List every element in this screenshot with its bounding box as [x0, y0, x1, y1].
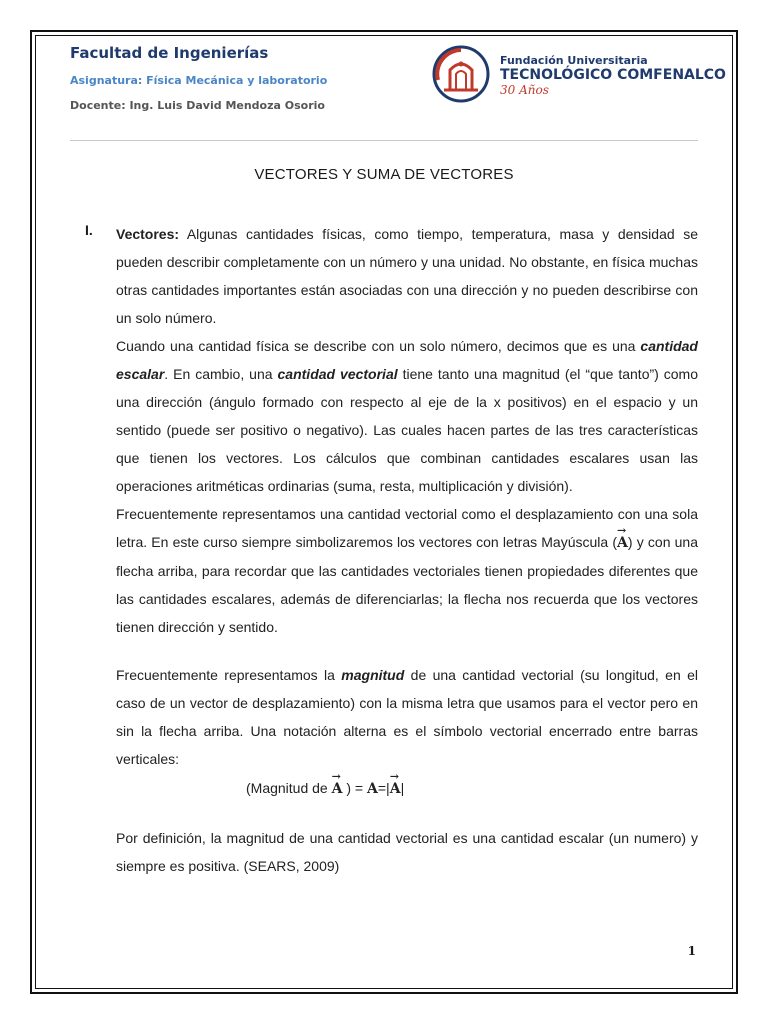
paragraph-4-text-c: de una cantidad vectorial (su longitud, en el caso de un vector de desplazamiento) con la misma letra que usamos para el vector pero en sin la flecha arriba. Una notación alterna es el símbolo vectorial encerrado entre barras verticales: — [116, 667, 698, 767]
logo-text — [500, 44, 726, 97]
term-vector: cantidad vectorial — [277, 366, 398, 382]
logo-emblem-icon — [430, 44, 492, 104]
page-number: 1 — [687, 944, 696, 958]
magnitude-formula — [116, 773, 698, 804]
section-body — [116, 220, 698, 880]
paragraph-2-text-a: Cuando una cantidad física se describe con un solo número, decimos que es una — [116, 338, 641, 354]
section-number: I. — [85, 222, 93, 238]
formula-vector-a-abs: → A — [390, 774, 401, 804]
formula-scalar-a: A — [367, 781, 378, 797]
paragraph-2-text-e: tiene tanto una magnitud (el “que tanto”) como una dirección (ángulo formado con respecto al eje de la x positivos) en el espacio y un sentido (puede ser positivo o negativo). Las cuales hacen partes de las tres características que tienen los vectores. Los cálculos que combinan cantidades escalares usan las operaciones aritméticas ordinarias (suma, resta, multiplicación y división). — [116, 366, 699, 494]
document-header — [70, 44, 327, 112]
paragraph-5: Por definición, la magnitud de una cantidad vectorial es una cantidad escalar (un numero) y siempre es positiva. (SEARS, 2009) — [116, 830, 698, 874]
formula-vector-a: → A — [332, 774, 343, 804]
teacher-name: Docente: Ing. Luis David Mendoza Osorio — [70, 99, 325, 112]
formula-text-a: (Magnitud de — [246, 780, 332, 796]
logo-line-foundation: Fundación Universitaria — [500, 54, 648, 67]
paragraph-1 — [116, 220, 698, 332]
paragraph-4 — [116, 661, 698, 773]
document-title: VECTORES Y SUMA DE VECTORES — [254, 166, 514, 183]
paragraph-1-text: Algunas cantidades físicas, como tiempo, temperatura, masa y densidad se pueden describir completamente con un número y una unidad. No obstante, en física muchas otras cantidades importantes están asociadas con una dirección y no pueden describirse con un solo número. — [116, 226, 698, 326]
paragraph-3-text-a: Frecuentemente representamos una cantidad vectorial como el desplazamiento con una sola letra. En este curso siempre simbolizaremos los vectores con letras Mayúscula ( — [116, 506, 698, 550]
header-divider — [70, 140, 698, 141]
term-scalar: cantidad escalar — [116, 338, 698, 382]
paragraph-3 — [116, 500, 698, 641]
subject-name: Asignatura: Física Mecánica y laboratorio — [70, 74, 328, 87]
paragraph-2-text-c: . En cambio, una — [164, 366, 278, 382]
paragraph-4-text-a: Frecuentemente representamos la — [116, 667, 342, 683]
formula-text-e: | — [400, 780, 405, 796]
logo-line-anniversary: 30 Años — [500, 83, 549, 97]
section-heading: Vectores: — [116, 226, 180, 242]
formula-text-d: =| — [377, 780, 390, 796]
term-magnitude: magnitud — [341, 667, 405, 683]
paragraph-2 — [116, 332, 698, 500]
logo-line-name: TECNOLÓGICO COMFENALCO — [500, 67, 726, 83]
paragraph-3-text-b: ) y con una flecha arriba, para recordar que las cantidades vectoriales tienen propiedades diferentes que las cantidades escalares, además de diferenciarlas; la flecha nos recuerda que los vectores tienen dirección y sentido. — [116, 534, 699, 635]
institution-logo — [430, 44, 726, 104]
formula-text-b: ) = — [342, 780, 367, 796]
vector-a-symbol: → A — [617, 529, 628, 557]
faculty-name: Facultad de Ingenierías — [70, 44, 269, 62]
